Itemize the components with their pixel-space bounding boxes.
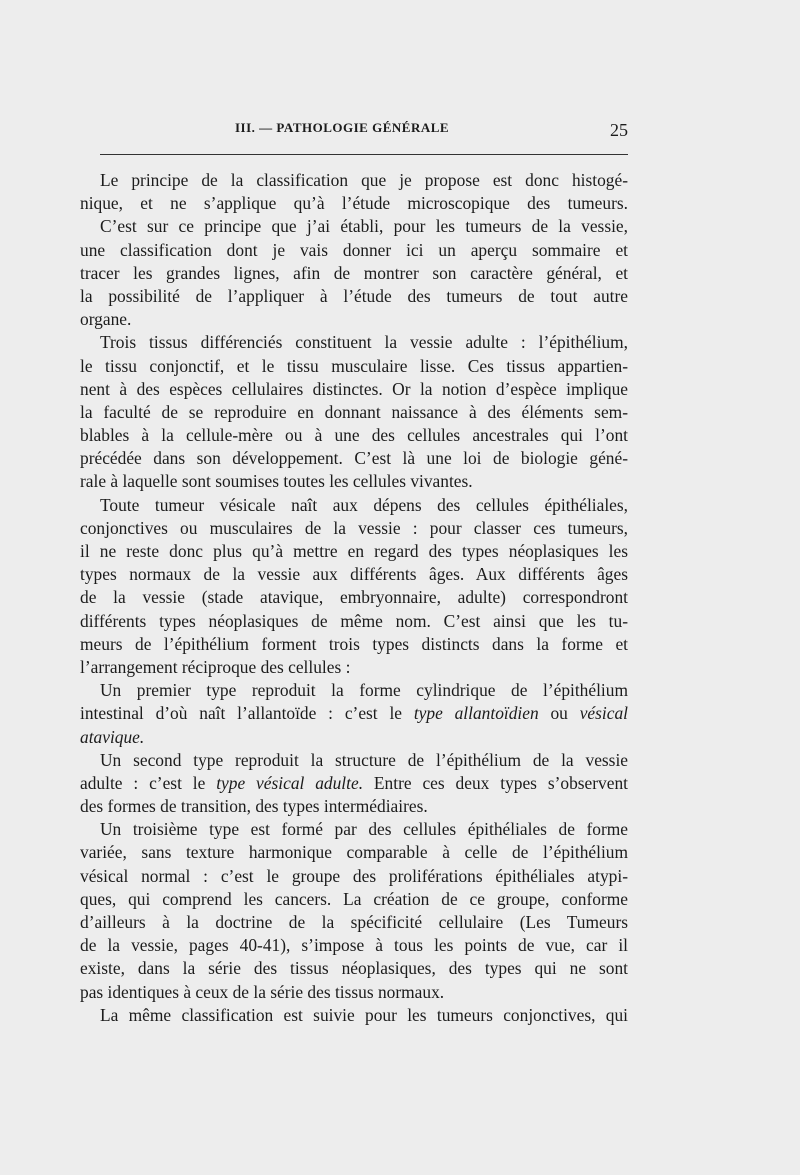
text-line: nique, et ne s’applique qu’à l’étude microscopique des tumeurs. bbox=[80, 193, 628, 214]
text-line bbox=[80, 726, 628, 749]
text-line: blables à la cellule-mère ou à une des cellules ancestrales qui l’ont bbox=[80, 425, 628, 446]
text-line: Un troisième type est formé par des cellules épithéliales de forme bbox=[100, 819, 628, 840]
text-line: des formes de transition, des types intermédiaires. bbox=[80, 796, 428, 817]
text-line: vésical normal : c’est le groupe des proliférations épithéliales atypi- bbox=[80, 865, 628, 886]
body-text bbox=[80, 169, 628, 1027]
italic-term: vésical bbox=[579, 703, 628, 724]
text-line: il ne reste donc plus qu’à mettre en regard des types néoplasiques les bbox=[80, 541, 628, 561]
text-line: Toute tumeur vésicale naît aux dépens des cellules épithéliales, bbox=[100, 494, 628, 515]
text-run: ou bbox=[538, 703, 580, 724]
running-title: III. — PATHOLOGIE GÉNÉRALE bbox=[235, 120, 450, 135]
text-line: La même classification est suivie pour les tumeurs conjonctives, qui bbox=[100, 1004, 628, 1025]
text-line: le tissu conjonctif, et le tissu musculaire lisse. Ces tissus appartien- bbox=[80, 355, 628, 376]
text-line: Un second type reproduit la structure de l’épithélium de la vessie bbox=[100, 749, 628, 770]
italic-term: type vésical adulte. bbox=[216, 772, 364, 793]
text-line: rale à laquelle sont soumises toutes les cellules vivantes. bbox=[80, 471, 473, 492]
text-line: une classification dont je vais donner ici un aperçu sommaire et bbox=[80, 239, 628, 260]
text-line: la faculté de se reproduire en donnant naissance à des éléments sem- bbox=[80, 401, 628, 422]
text-line: de la vessie (stade atavique, embryonnaire, adulte) correspondront bbox=[80, 587, 628, 608]
text-line: Un premier type reproduit la forme cylindrique de l’épithélium bbox=[100, 680, 628, 701]
text-run: Entre ces deux types s’observent bbox=[363, 772, 628, 793]
header-rule bbox=[100, 154, 628, 155]
text-line: différents types néoplasiques de même nom. C’est ainsi que les tu- bbox=[80, 610, 628, 631]
text-line: ques, qui comprend les cancers. La création de ce groupe, conforme bbox=[80, 888, 628, 909]
text-line: Trois tissus différenciés constituent la vessie adulte : l’épithélium, bbox=[100, 332, 628, 353]
text-line: existe, dans la série des tissus néoplasiques, des types qui ne sont bbox=[80, 958, 628, 979]
text-line: meurs de l’épithélium forment trois types distincts dans la forme et bbox=[80, 633, 628, 654]
text-run: intestinal d’où naît l’allantoïde : c’est le bbox=[80, 703, 414, 724]
text-line: types normaux de la vessie aux différents âges. Aux différents âges bbox=[80, 564, 628, 585]
text-line: pas identiques à ceux de la série des tissus normaux. bbox=[80, 981, 445, 1002]
text-line: de la vessie, pages 40-41), s’impose à tous les points de vue, car il bbox=[80, 935, 628, 956]
page-header bbox=[100, 120, 628, 144]
text-line: nent à des espèces cellulaires distinctes. Or la notion d’espèce implique bbox=[80, 378, 628, 399]
text-run: adulte : c’est le bbox=[80, 772, 217, 793]
text-line: organe. bbox=[80, 309, 132, 330]
italic-term: type allantoïdien bbox=[413, 703, 539, 724]
text-line: tracer les grandes lignes, afin de montrer son caractère général, et bbox=[80, 262, 628, 283]
text-line bbox=[80, 772, 628, 795]
text-line: variée, sans texture harmonique comparable à celle de l’épithélium bbox=[80, 842, 628, 863]
text-line: la possibilité de l’appliquer à l’étude des tumeurs de tout autre bbox=[80, 285, 628, 306]
page-number: 25 bbox=[610, 120, 628, 140]
text-line bbox=[80, 702, 628, 725]
italic-term: atavique. bbox=[80, 726, 145, 747]
text-line: Le principe de la classification que je propose est donc histogé- bbox=[100, 170, 628, 190]
text-line: précédée dans son développement. C’est là une loi de biologie géné- bbox=[80, 448, 628, 469]
text-line: d’ailleurs à la doctrine de la spécificité cellulaire (Les Tumeurs bbox=[80, 912, 628, 932]
text-line: conjonctives ou musculaires de la vessie : pour classer ces tumeurs, bbox=[80, 517, 628, 538]
text-line: l’arrangement réciproque des cellules : bbox=[80, 656, 351, 677]
text-line: C’est sur ce principe que j’ai établi, pour les tumeurs de la vessie, bbox=[100, 216, 628, 237]
